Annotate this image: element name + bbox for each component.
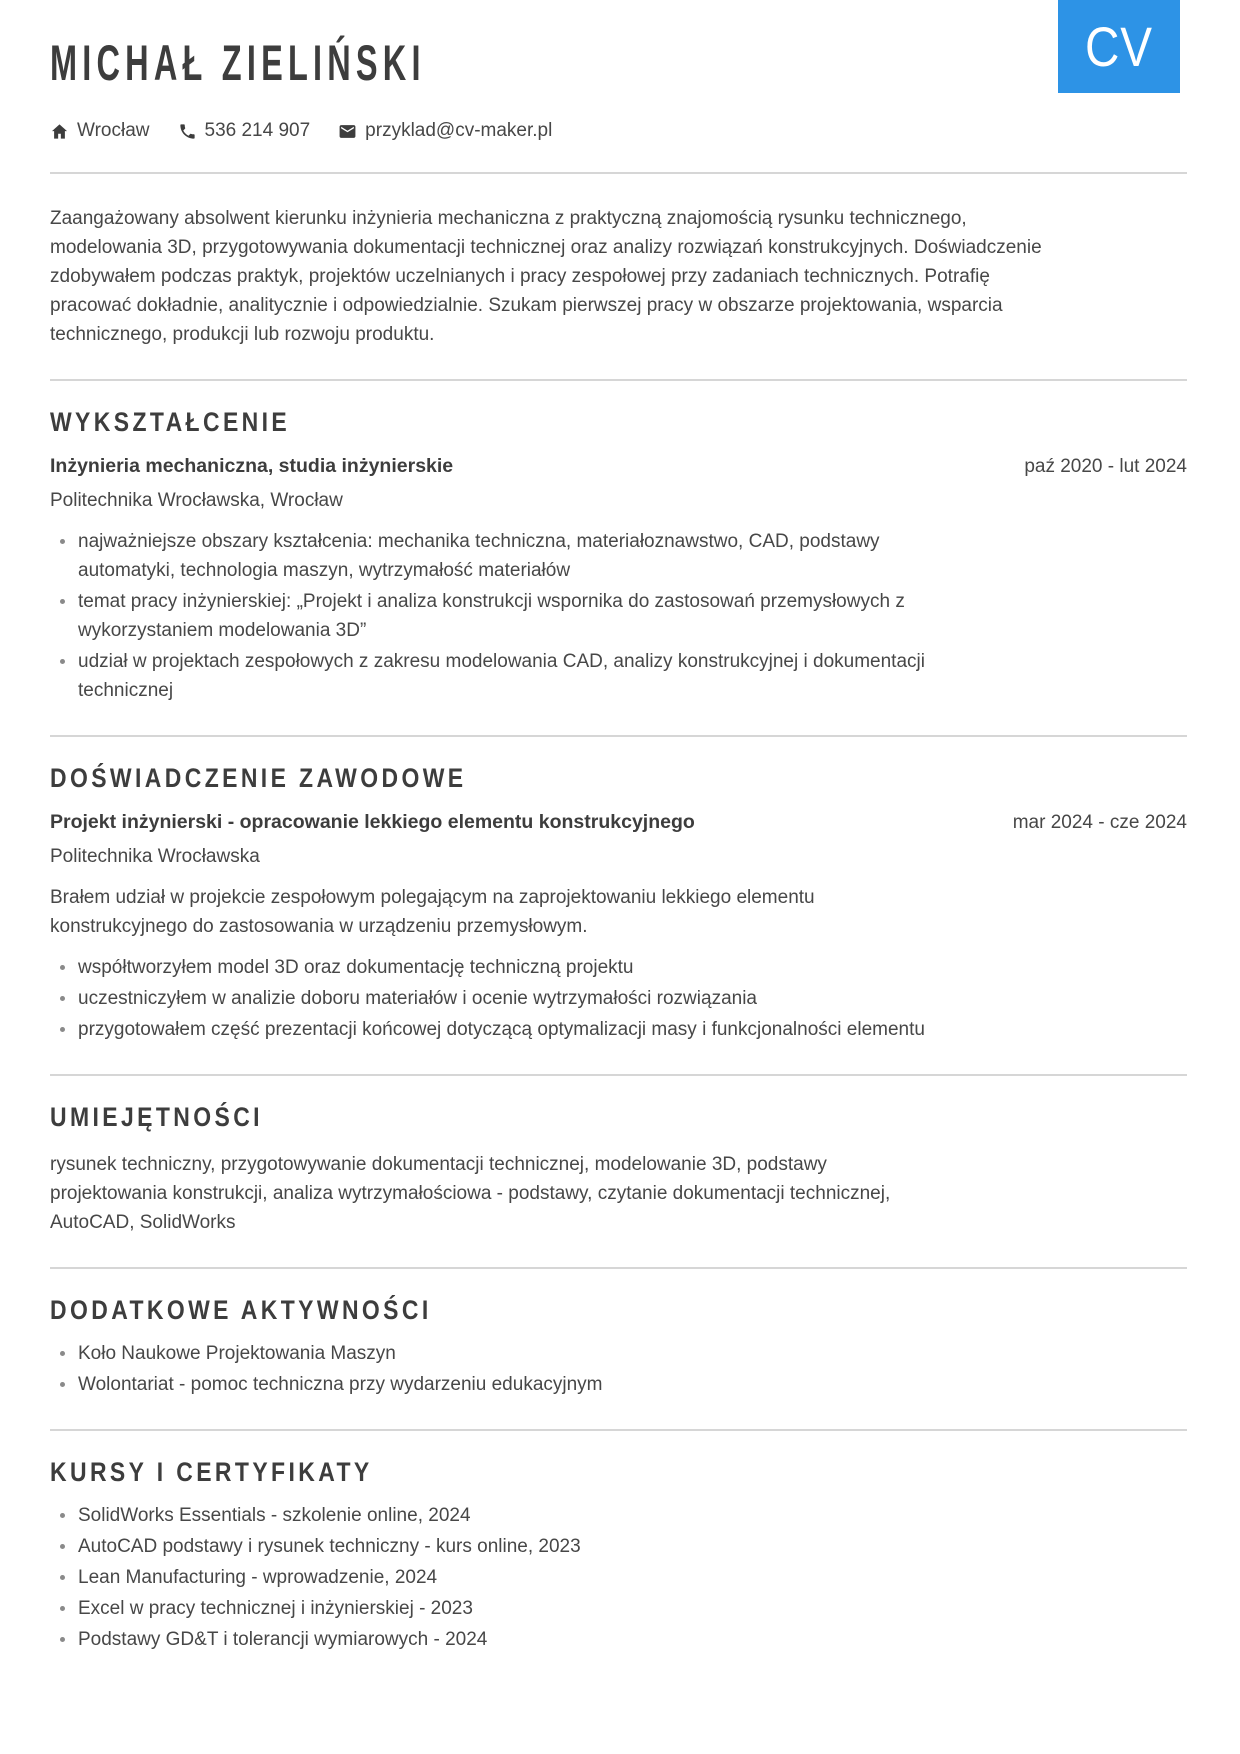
home-icon xyxy=(50,122,69,141)
bullet-item: Lean Manufacturing - wprowadzenie, 2024 xyxy=(50,1563,930,1592)
section-divider xyxy=(50,172,1187,174)
skills-section xyxy=(50,1076,1187,1237)
contact-row xyxy=(50,120,1187,142)
bullet-item: współtworzyłem model 3D oraz dokumentację techniczną projektu xyxy=(50,953,930,982)
candidate-name: MICHAŁ ZIELIŃSKI xyxy=(50,35,426,91)
experience-description: Brałem udział w projekcie zespołowym polegającym na zaprojektowaniu lekkiego elementu konstrukcyjnego do zastosowania w urządzeniu przemysłowym. xyxy=(50,887,815,937)
section-heading-skills: UMIEJĘTNOŚCI xyxy=(50,1102,263,1132)
bullet-item: Podstawy GD&T i tolerancji wymiarowych - 2024 xyxy=(50,1625,930,1654)
bullet-item: Wolontariat - pomoc techniczna przy wydarzeniu edukacyjnym xyxy=(50,1370,930,1399)
experience-company: Politechnika Wrocławska xyxy=(50,846,260,867)
contact-phone xyxy=(178,120,311,142)
profile-summary: Zaangażowany absolwent kierunku inżynieria mechaniczna z praktyczną znajomością rysunku technicznego, modelowania 3D, przygotowywania dokumentacji technicznej oraz analizy rozwiązań konstrukcyjnych. Doświadczenie zdobywałem podczas praktyk, projektów uczelnianych i pracy zespołowej przy zadaniach technicznych. Potrafię pracować dokładnie, analitycznie i odpowiedzialnie. Szukam pierwszej pracy w obszarze projektowania, wsparcia technicznego, produkcji lub rozwoju produktu. xyxy=(50,208,1042,345)
education-entry-header xyxy=(50,453,1187,480)
experience-entry-header xyxy=(50,809,1187,836)
experience-bullets xyxy=(50,953,930,1044)
phone-icon xyxy=(178,122,197,141)
experience-section xyxy=(50,737,1187,1044)
activities-section xyxy=(50,1269,1187,1399)
contact-location xyxy=(50,120,150,142)
cv-logo-badge xyxy=(1058,0,1180,93)
cv-logo-text: CV xyxy=(1085,15,1153,78)
bullet-item: temat pracy inżynierskiej: „Projekt i analiza konstrukcji wspornika do zastosowań przemysłowych z wykorzystaniem modelowania 3D” xyxy=(50,587,930,645)
skills-text: rysunek techniczny, przygotowywanie dokumentacji technicznej, modelowanie 3D, podstawy projektowania konstrukcji, analiza wytrzymałościowa - podstawy, czytanie dokumentacji technicznej, AutoCAD, SolidWorks xyxy=(50,1154,891,1233)
section-heading-courses: KURSY I CERTYFIKATY xyxy=(50,1457,373,1487)
bullet-item: najważniejsze obszary kształcenia: mechanika techniczna, materiałoznawstwo, CAD, podstawy automatyki, technologia maszyn, wytrzymałość materiałów xyxy=(50,527,930,585)
bullet-item: uczestniczyłem w analizie doboru materiałów i ocenie wytrzymałości rozwiązania xyxy=(50,984,930,1013)
email-icon xyxy=(338,122,357,141)
education-section xyxy=(50,381,1187,705)
bullet-item: SolidWorks Essentials - szkolenie online, 2024 xyxy=(50,1501,930,1530)
cv-content xyxy=(50,0,1187,1654)
education-dates: paź 2020 - lut 2024 xyxy=(1024,456,1187,477)
education-school: Politechnika Wrocławska, Wrocław xyxy=(50,490,343,511)
contact-email xyxy=(338,120,552,142)
experience-dates: mar 2024 - cze 2024 xyxy=(1012,812,1187,833)
section-heading-activities: DODATKOWE AKTYWNOŚCI xyxy=(50,1295,432,1325)
section-heading-education: WYKSZTAŁCENIE xyxy=(50,407,291,437)
bullet-item: udział w projektach zespołowych z zakresu modelowania CAD, analizy konstrukcyjnej i dokumentacji technicznej xyxy=(50,647,930,705)
bullet-item: AutoCAD podstawy i rysunek techniczny - kurs online, 2023 xyxy=(50,1532,930,1561)
bullet-item: Excel w pracy technicznej i inżynierskiej - 2023 xyxy=(50,1594,930,1623)
courses-bullets xyxy=(50,1501,930,1654)
activities-bullets xyxy=(50,1339,930,1399)
phone-text: 536 214 907 xyxy=(204,120,311,141)
email-text: przyklad@cv-maker.pl xyxy=(365,120,553,141)
education-degree: Inżynieria mechaniczna, studia inżynierskie xyxy=(50,455,454,477)
section-heading-experience: DOŚWIADCZENIE ZAWODOWE xyxy=(50,763,467,793)
bullet-item: Koło Naukowe Projektowania Maszyn xyxy=(50,1339,930,1368)
education-bullets xyxy=(50,527,930,705)
experience-title: Projekt inżynierski - opracowanie lekkiego elementu konstrukcyjnego xyxy=(50,811,695,833)
courses-section xyxy=(50,1431,1187,1654)
bullet-item: przygotowałem część prezentacji końcowej dotyczącą optymalizacji masy i funkcjonalności elementu xyxy=(50,1015,930,1044)
location-text: Wrocław xyxy=(77,120,150,141)
